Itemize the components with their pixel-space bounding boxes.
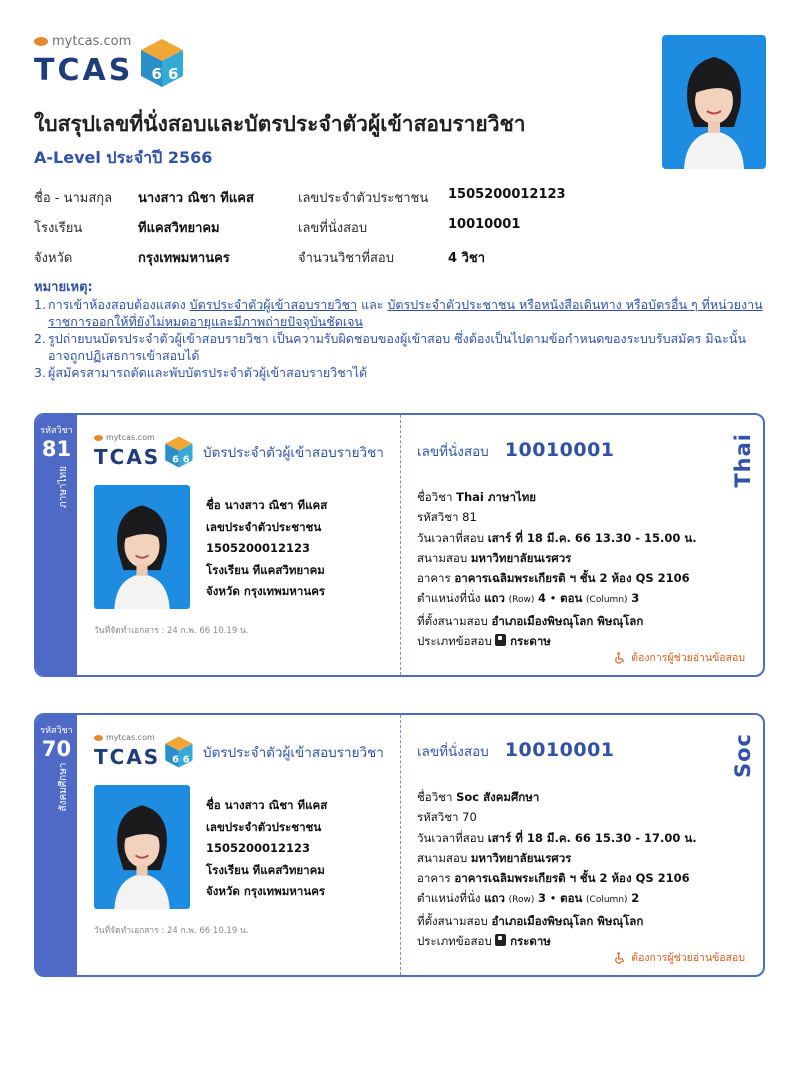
ticket-seat (417, 739, 615, 762)
reader-assist-text: ต้องการผู้ช่วยอ่านข้อสอบ (631, 652, 745, 664)
ticket-person-province: จังหวัด กรุงเทพมหานคร (206, 584, 326, 598)
mytcas-coin-icon (94, 735, 103, 741)
ticket-perforation (400, 415, 401, 675)
ticket-exam-details (417, 787, 697, 951)
note-item: 1. การเข้าห้องสอบต้องแสดง บัตรประจำตัวผู้เข้าสอบรายวิชา และ บัตรประจำตัวประชาชน หรือหนังสือเดินทาง หรือบัตรอื่น ๆ ที่หน่วยงานราชการออกให้ที่ยังไม่หมดอายุและมีภาพถ่ายปัจจุบันชัดเจน (34, 297, 763, 329)
ticket-subject-short: Soc (731, 733, 755, 778)
ticket-seat-label: เลขที่นั่งสอบ (417, 444, 489, 460)
applicant-photo (662, 35, 766, 169)
ticket-building-line: อาคาร อาคารเฉลิมพระเกียรติ ฯ ชั้น 2 ห้อง QS 2106 (417, 871, 690, 886)
brand-year-right: 6 (168, 65, 179, 83)
seat-label: เลขที่นั่งสอบ (298, 221, 368, 236)
ticket-tcas-logo (94, 433, 194, 467)
subject-code: 70 (41, 737, 72, 761)
notes-list (34, 296, 764, 381)
brand-year-left: 6 (151, 65, 163, 83)
id-label: เลขประจำตัวประชาชน (298, 191, 429, 206)
ticket-person-id: 1505200012123 (206, 541, 311, 555)
tcas66-cube-icon (139, 37, 185, 89)
ticket-person-id: 1505200012123 (206, 841, 311, 855)
ticket-issued-date: วันที่จัดทำเอกสาร : 24 ก.พ. 66 10.19 น. (94, 626, 249, 636)
ticket-brand-name: TCAS (94, 744, 161, 769)
ticket-type-line: ประเภทข้อสอบ กระดาษ (417, 934, 551, 949)
tcas66-cube-icon (164, 735, 194, 769)
note-item: 2. รูปถ่ายบนบัตรประจำตัวผู้เข้าสอบรายวิชา เป็นความรับผิดชอบของผู้เข้าสอบ ซึ่งต้องเป็นไปตามข้อกำหนดของระบบรับสมัคร มิฉะนั้นอาจถูกปฏิเสธการเข้าสอบได้ (34, 331, 746, 363)
ticket-subject-code-line: รหัสวิชา 81 (417, 510, 477, 525)
ticket-brand-site: mytcas.com (106, 433, 155, 442)
ticket-side-band (36, 415, 77, 675)
tcas66-cube-icon (164, 435, 194, 469)
province-value: กรุงเทพมหานคร (138, 251, 230, 266)
ticket-type-line: ประเภทข้อสอบ กระดาษ (417, 634, 551, 649)
exam-ticket (34, 413, 765, 677)
subject-thai-vertical: สังคมศึกษา (58, 762, 69, 812)
ticket-tcas-logo (94, 733, 194, 767)
subject-count-value: 4 วิชา (448, 251, 485, 266)
svg-text:6: 6 (172, 754, 180, 766)
ticket-seat (417, 439, 615, 462)
id-value: 1505200012123 (448, 187, 566, 202)
ticket-person-info (206, 495, 327, 603)
province-label: จังหวัด (34, 251, 73, 266)
exam-ticket (34, 713, 765, 977)
ticket-venue-line: สนามสอบ มหาวิทยาลัยนเรศวร (417, 550, 572, 565)
subject-code: 81 (41, 437, 72, 461)
page-subtitle: A-Level ประจำปี 2566 (34, 148, 213, 167)
page-title: ใบสรุปเลขที่นั่งสอบและบัตรประจำตัวผู้เข้าสอบรายวิชา (34, 112, 526, 136)
note-item: 3. ผู้สมัครสามารถตัดและพับบัตรประจำตัวผู้เข้าสอบรายวิชาได้ (34, 365, 368, 380)
ticket-position-line: ตำแหน่งที่นั่ง แถว (Row) 3 • ตอน (Column) 2 (417, 891, 640, 906)
ticket-title: บัตรประจำตัวผู้เข้าสอบรายวิชา (203, 445, 384, 461)
ticket-perforation (400, 715, 401, 975)
svg-text:6: 6 (172, 454, 180, 466)
notes-heading: หมายเหตุ: (34, 280, 93, 295)
name-label: ชื่อ - นามสกุล (34, 191, 113, 206)
ticket-brand-name: TCAS (94, 444, 161, 469)
ticket-title: บัตรประจำตัวผู้เข้าสอบรายวิชา (203, 745, 384, 761)
ticket-subject-line: ชื่อวิชา Thai ภาษาไทย (417, 490, 537, 504)
ticket-person-id-label: เลขประจำตัวประชาชน (206, 819, 322, 834)
paper-exam-icon (495, 634, 506, 646)
mytcas-coin-icon (34, 37, 48, 46)
ticket-person-school: โรงเรียน ทีแคสวิทยาคม (206, 562, 325, 577)
ticket-person-id-label: เลขประจำตัวประชาชน (206, 519, 322, 534)
ticket-seat-number: 10010001 (504, 739, 615, 761)
ticket-seat-number: 10010001 (504, 439, 615, 461)
ticket-subject-short: Thai (731, 433, 755, 488)
reader-assist-note (614, 649, 745, 666)
ticket-person-name: ชื่อ นางสาว ณิชา ทีแคส (206, 498, 328, 512)
ticket-brand-site: mytcas.com (106, 733, 155, 742)
svg-text:6: 6 (182, 454, 190, 466)
paper-exam-icon (495, 934, 506, 946)
ticket-issued-date: วันที่จัดทำเอกสาร : 24 ก.พ. 66 10.19 น. (94, 926, 249, 936)
ticket-subject-code-line: รหัสวิชา 70 (417, 810, 477, 825)
ticket-venue-line: สนามสอบ มหาวิทยาลัยนเรศวร (417, 850, 572, 865)
ticket-photo (94, 485, 190, 609)
reader-assist-text: ต้องการผู้ช่วยอ่านข้อสอบ (631, 952, 745, 964)
ticket-exam-details (417, 487, 697, 651)
ticket-datetime-line: วันเวลาที่สอบ เสาร์ ที่ 18 มี.ค. 66 15.30 - 17.00 น. (417, 830, 697, 845)
brand-name: TCAS (34, 52, 134, 88)
ticket-position-line: ตำแหน่งที่นั่ง แถว (Row) 4 • ตอน (Column) 3 (417, 591, 640, 606)
ticket-person-school: โรงเรียน ทีแคสวิทยาคม (206, 862, 325, 877)
seat-value: 10010001 (448, 217, 521, 232)
brand-site: mytcas.com (52, 34, 132, 49)
tcas-logo (34, 34, 204, 94)
ticket-person-info (206, 795, 327, 903)
wheelchair-icon (614, 952, 625, 964)
school-label: โรงเรียน (34, 221, 83, 236)
ticket-side-band (36, 715, 77, 975)
svg-text:6: 6 (182, 754, 190, 766)
ticket-datetime-line: วันเวลาที่สอบ เสาร์ ที่ 18 มี.ค. 66 13.30 - 15.00 น. (417, 530, 697, 545)
ticket-person-province: จังหวัด กรุงเทพมหานคร (206, 884, 326, 898)
subject-code-label: รหัสวิชา (40, 726, 73, 736)
mytcas-coin-icon (94, 435, 103, 441)
school-value: ทีแคสวิทยาคม (138, 221, 220, 236)
subject-code-label: รหัสวิชา (40, 426, 73, 436)
wheelchair-icon (614, 652, 625, 664)
ticket-subject-line: ชื่อวิชา Soc สังคมศึกษา (417, 790, 540, 804)
subject-count-label: จำนวนวิชาที่สอบ (298, 251, 394, 266)
ticket-photo (94, 785, 190, 909)
applicant-info (34, 187, 594, 268)
ticket-location-line: ที่ตั้งสนามสอบ อำเภอเมืองพิษณุโลก พิษณุโลก (417, 613, 644, 628)
ticket-location-line: ที่ตั้งสนามสอบ อำเภอเมืองพิษณุโลก พิษณุโลก (417, 913, 644, 928)
reader-assist-note (614, 949, 745, 966)
ticket-seat-label: เลขที่นั่งสอบ (417, 744, 489, 760)
ticket-building-line: อาคาร อาคารเฉลิมพระเกียรติ ฯ ชั้น 2 ห้อง QS 2106 (417, 571, 690, 586)
name-value: นางสาว ณิชา ทีแคส (138, 191, 254, 206)
subject-thai-vertical: ภาษาไทย (58, 466, 69, 508)
ticket-person-name: ชื่อ นางสาว ณิชา ทีแคส (206, 798, 328, 812)
